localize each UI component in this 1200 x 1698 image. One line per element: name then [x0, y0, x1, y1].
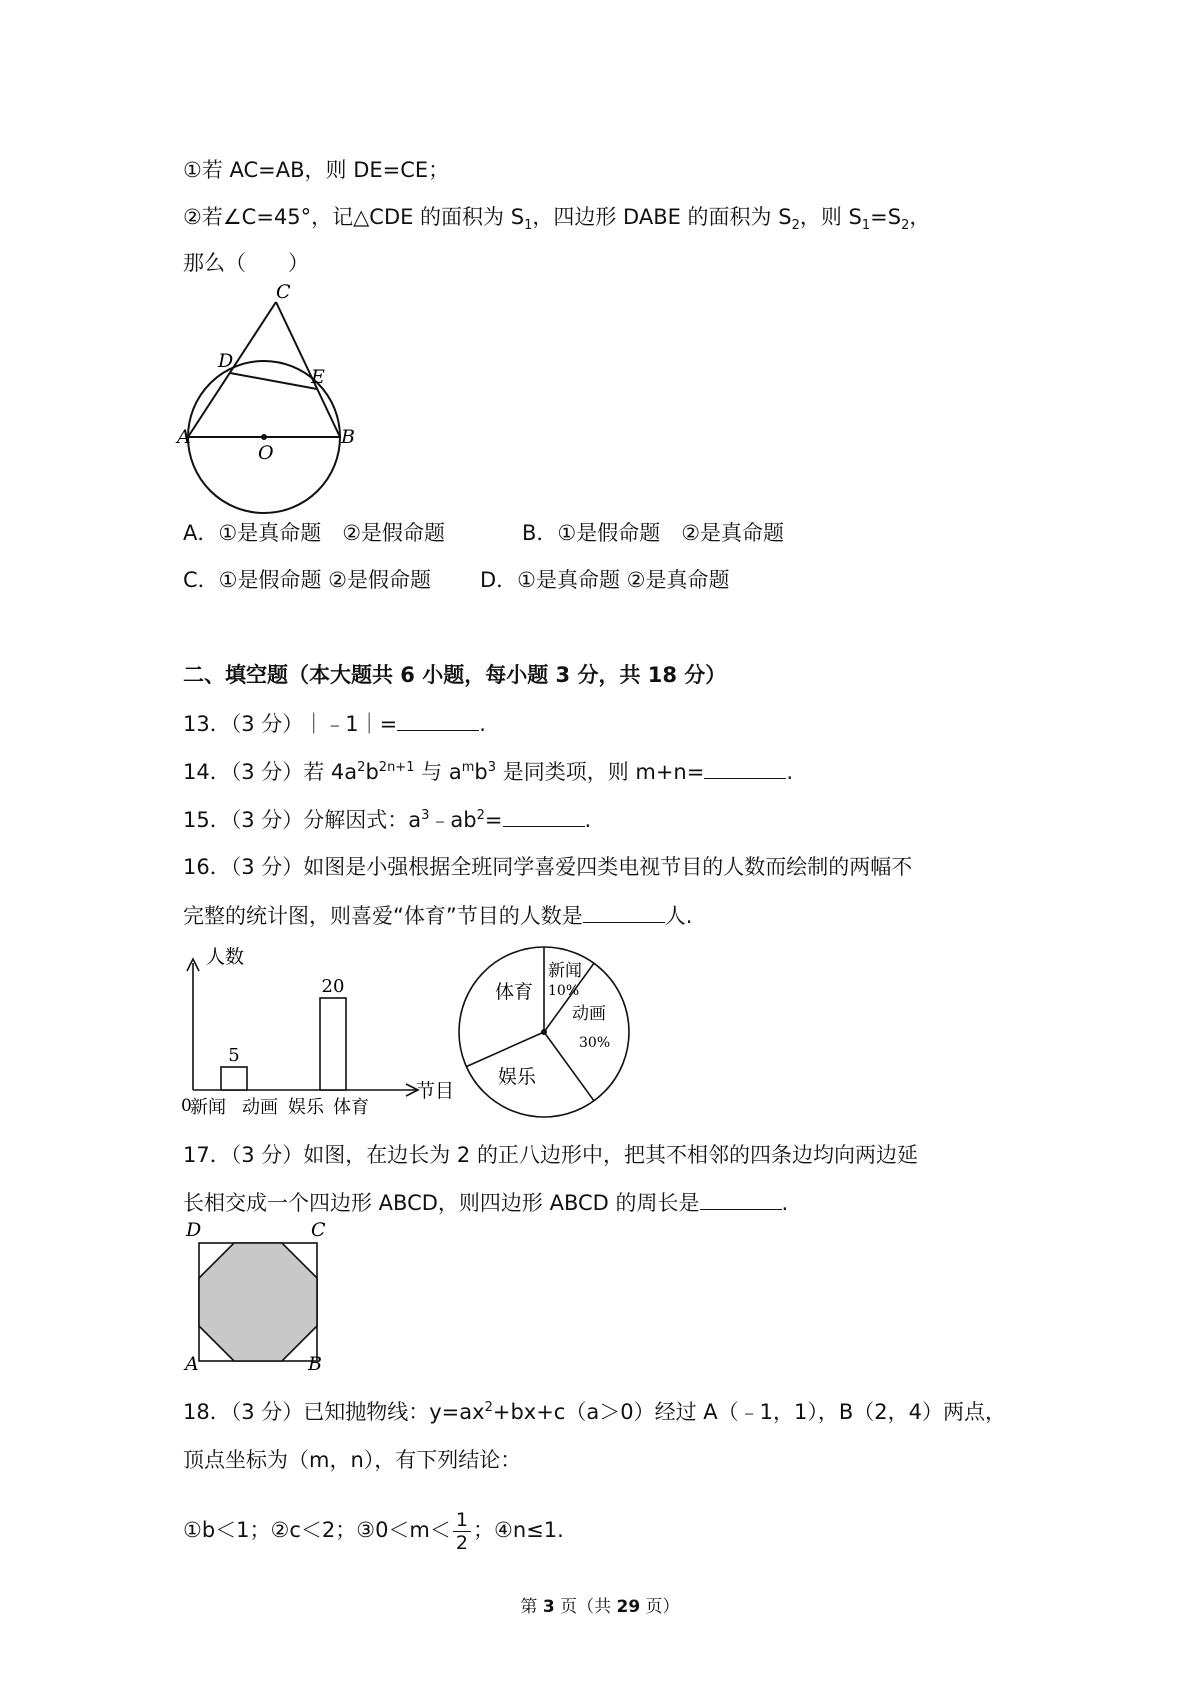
- footer-part: 页）: [640, 1597, 680, 1617]
- label-o: O: [258, 442, 274, 464]
- q18-part: +bx+c（a＞0）经过 A（﹣1，1），B（2，4）两点，: [492, 1400, 1006, 1424]
- q12-circle-triangle-figure: [177, 281, 360, 515]
- section-heading-fill-in: 二、填空题（本大题共 6 小题，每小题 3 分，共 18 分）: [183, 663, 727, 687]
- q17-end: .: [781, 1191, 789, 1215]
- fraction-denominator: 2: [455, 1531, 468, 1554]
- q18-part: ①b＜1；②c＜2；③0＜m＜: [183, 1518, 451, 1542]
- superscript: 2: [357, 760, 366, 775]
- bar-news-value-label: 5: [228, 1045, 240, 1066]
- y-axis-label: 人数: [206, 946, 245, 968]
- q12-option-b: B．①是假命题 ②是真命题: [522, 521, 785, 545]
- q16-line-2: [183, 900, 692, 931]
- label-e: E: [311, 366, 325, 388]
- x-tick-entertainment: 娱乐: [288, 1097, 324, 1118]
- segment-de: [230, 373, 317, 389]
- footer-part: 第: [520, 1597, 543, 1617]
- x-axis-label: 节目: [416, 1080, 455, 1102]
- q18-part: ；④n≤1.: [473, 1518, 564, 1542]
- page-footer: [0, 1592, 1200, 1617]
- pie-label-sports: 体育: [495, 981, 534, 1003]
- q12-statement-2-part: ，则 S: [799, 205, 862, 229]
- footer-page-number: 3: [542, 1597, 555, 1617]
- superscript: m: [461, 760, 475, 775]
- q12-statement-2-part: ②若∠C=45°，记△CDE 的面积为 S: [183, 205, 525, 229]
- label-b: B: [308, 1353, 322, 1375]
- answer-blank: [700, 1187, 782, 1210]
- q15: [183, 804, 591, 835]
- label-a: A: [185, 1353, 199, 1375]
- q14: [183, 756, 793, 787]
- superscript: 2: [484, 1400, 493, 1415]
- q12-statement-2-part: ，: [909, 205, 931, 229]
- superscript: 2: [476, 808, 485, 823]
- x-tick-sports: 体育: [333, 1097, 369, 1118]
- q17-line-2: [183, 1187, 788, 1218]
- fraction-one-half: [453, 1509, 471, 1554]
- pie-label-animation-percent: 30%: [579, 1035, 611, 1051]
- x-tick-animation: 动画: [242, 1097, 278, 1118]
- q15-end: .: [584, 808, 592, 832]
- label-d: D: [186, 1219, 202, 1241]
- answer-blank: [583, 900, 665, 923]
- q18-line-2: 顶点坐标为（m，n），有下列结论：: [183, 1448, 522, 1472]
- q16-line-1: 16．（3 分）如图是小强根据全班同学喜爱四类电视节目的人数而绘制的两幅不: [183, 855, 913, 879]
- label-d: D: [218, 350, 234, 372]
- side-bc: [276, 302, 340, 437]
- bar-chart: [178, 945, 458, 1120]
- superscript: 2n+1: [378, 760, 415, 775]
- subscript: 2: [791, 218, 800, 234]
- subscript: 1: [861, 218, 871, 234]
- q12-statement-2-part: =S: [870, 205, 902, 229]
- q13-expression: ｜﹣1｜=: [303, 712, 398, 736]
- label-c: C: [311, 1219, 326, 1241]
- subscript: 1: [524, 218, 533, 234]
- q14-part: b: [365, 760, 379, 784]
- q14-part: 是同类项，则 m+n=: [496, 760, 705, 784]
- pie-center: [541, 1029, 547, 1035]
- answer-blank: [503, 804, 585, 827]
- x-tick-news: 新闻: [190, 1097, 226, 1118]
- origin-label: 0: [181, 1096, 192, 1116]
- q14-part: 14．（3 分）若 4a: [183, 760, 358, 784]
- superscript: 3: [421, 808, 430, 823]
- q14-part: b: [474, 760, 488, 784]
- q12-statement-1: ①若 AC=AB，则 DE=CE；: [183, 158, 450, 182]
- pie-label-news-percent: 10%: [548, 983, 580, 999]
- q15-part: 15．（3 分）分解因式：a: [183, 808, 422, 832]
- bar-news: [221, 1067, 247, 1090]
- regular-octagon: [199, 1243, 317, 1361]
- label-c: C: [276, 281, 291, 303]
- q15-part: ﹣ab: [429, 808, 477, 832]
- footer-total-pages: 29: [616, 1597, 641, 1617]
- q12-option-a: A．①是真命题 ②是假命题: [183, 521, 446, 545]
- q16-end: 人.: [664, 904, 693, 928]
- q12-option-c: C．①是假命题 ②是假命题: [183, 568, 431, 592]
- q18-line-1: [183, 1397, 1006, 1427]
- footer-part: 页（共: [554, 1597, 617, 1617]
- q13-end: .: [479, 712, 486, 736]
- label-b: B: [341, 426, 355, 448]
- q17-part: 长相交成一个四边形 ABCD，则四边形 ABCD 的周长是: [183, 1191, 700, 1215]
- center-point-o: [261, 434, 267, 440]
- pie-chart: [455, 945, 635, 1123]
- label-a: A: [177, 426, 191, 448]
- q16-part: 完整的统计图，则喜爱“体育”节目的人数是: [183, 904, 583, 928]
- q13: [183, 708, 486, 739]
- q18-conclusions: [183, 1502, 564, 1562]
- q12-statement-2-part: ，四边形 DABE 的面积为 S: [532, 205, 792, 229]
- pie-label-news: 新闻: [548, 961, 582, 981]
- bar-entertainment: [320, 998, 346, 1090]
- superscript: 3: [487, 760, 497, 775]
- fraction-numerator: 1: [453, 1509, 471, 1532]
- q17-line-1: 17．（3 分）如图，在边长为 2 的正八边形中，把其不相邻的四条边均向两边延: [183, 1143, 918, 1167]
- subscript: 2: [901, 218, 910, 234]
- q12-question-prompt: 那么（ ）: [183, 251, 309, 275]
- q14-end: .: [786, 760, 794, 784]
- pie-label-entertainment: 娱乐: [498, 1066, 537, 1088]
- bar-entertainment-value-label: 20: [321, 976, 345, 997]
- q15-part: =: [484, 808, 503, 832]
- octagon-figure: [180, 1219, 330, 1375]
- pie-radius-entertainment-sports: [466, 1032, 544, 1067]
- q18-part: 18．（3 分）已知抛物线：y=ax: [183, 1400, 485, 1424]
- q13-lead: 13．（3 分）: [183, 712, 304, 736]
- pie-label-animation: 动画: [572, 1004, 606, 1024]
- q12-option-d: D．①是真命题 ②是真命题: [480, 568, 730, 592]
- q12-statement-2: [183, 202, 930, 232]
- answer-blank: [704, 756, 786, 779]
- q14-part: 与 a: [414, 760, 462, 784]
- answer-blank: [397, 708, 479, 731]
